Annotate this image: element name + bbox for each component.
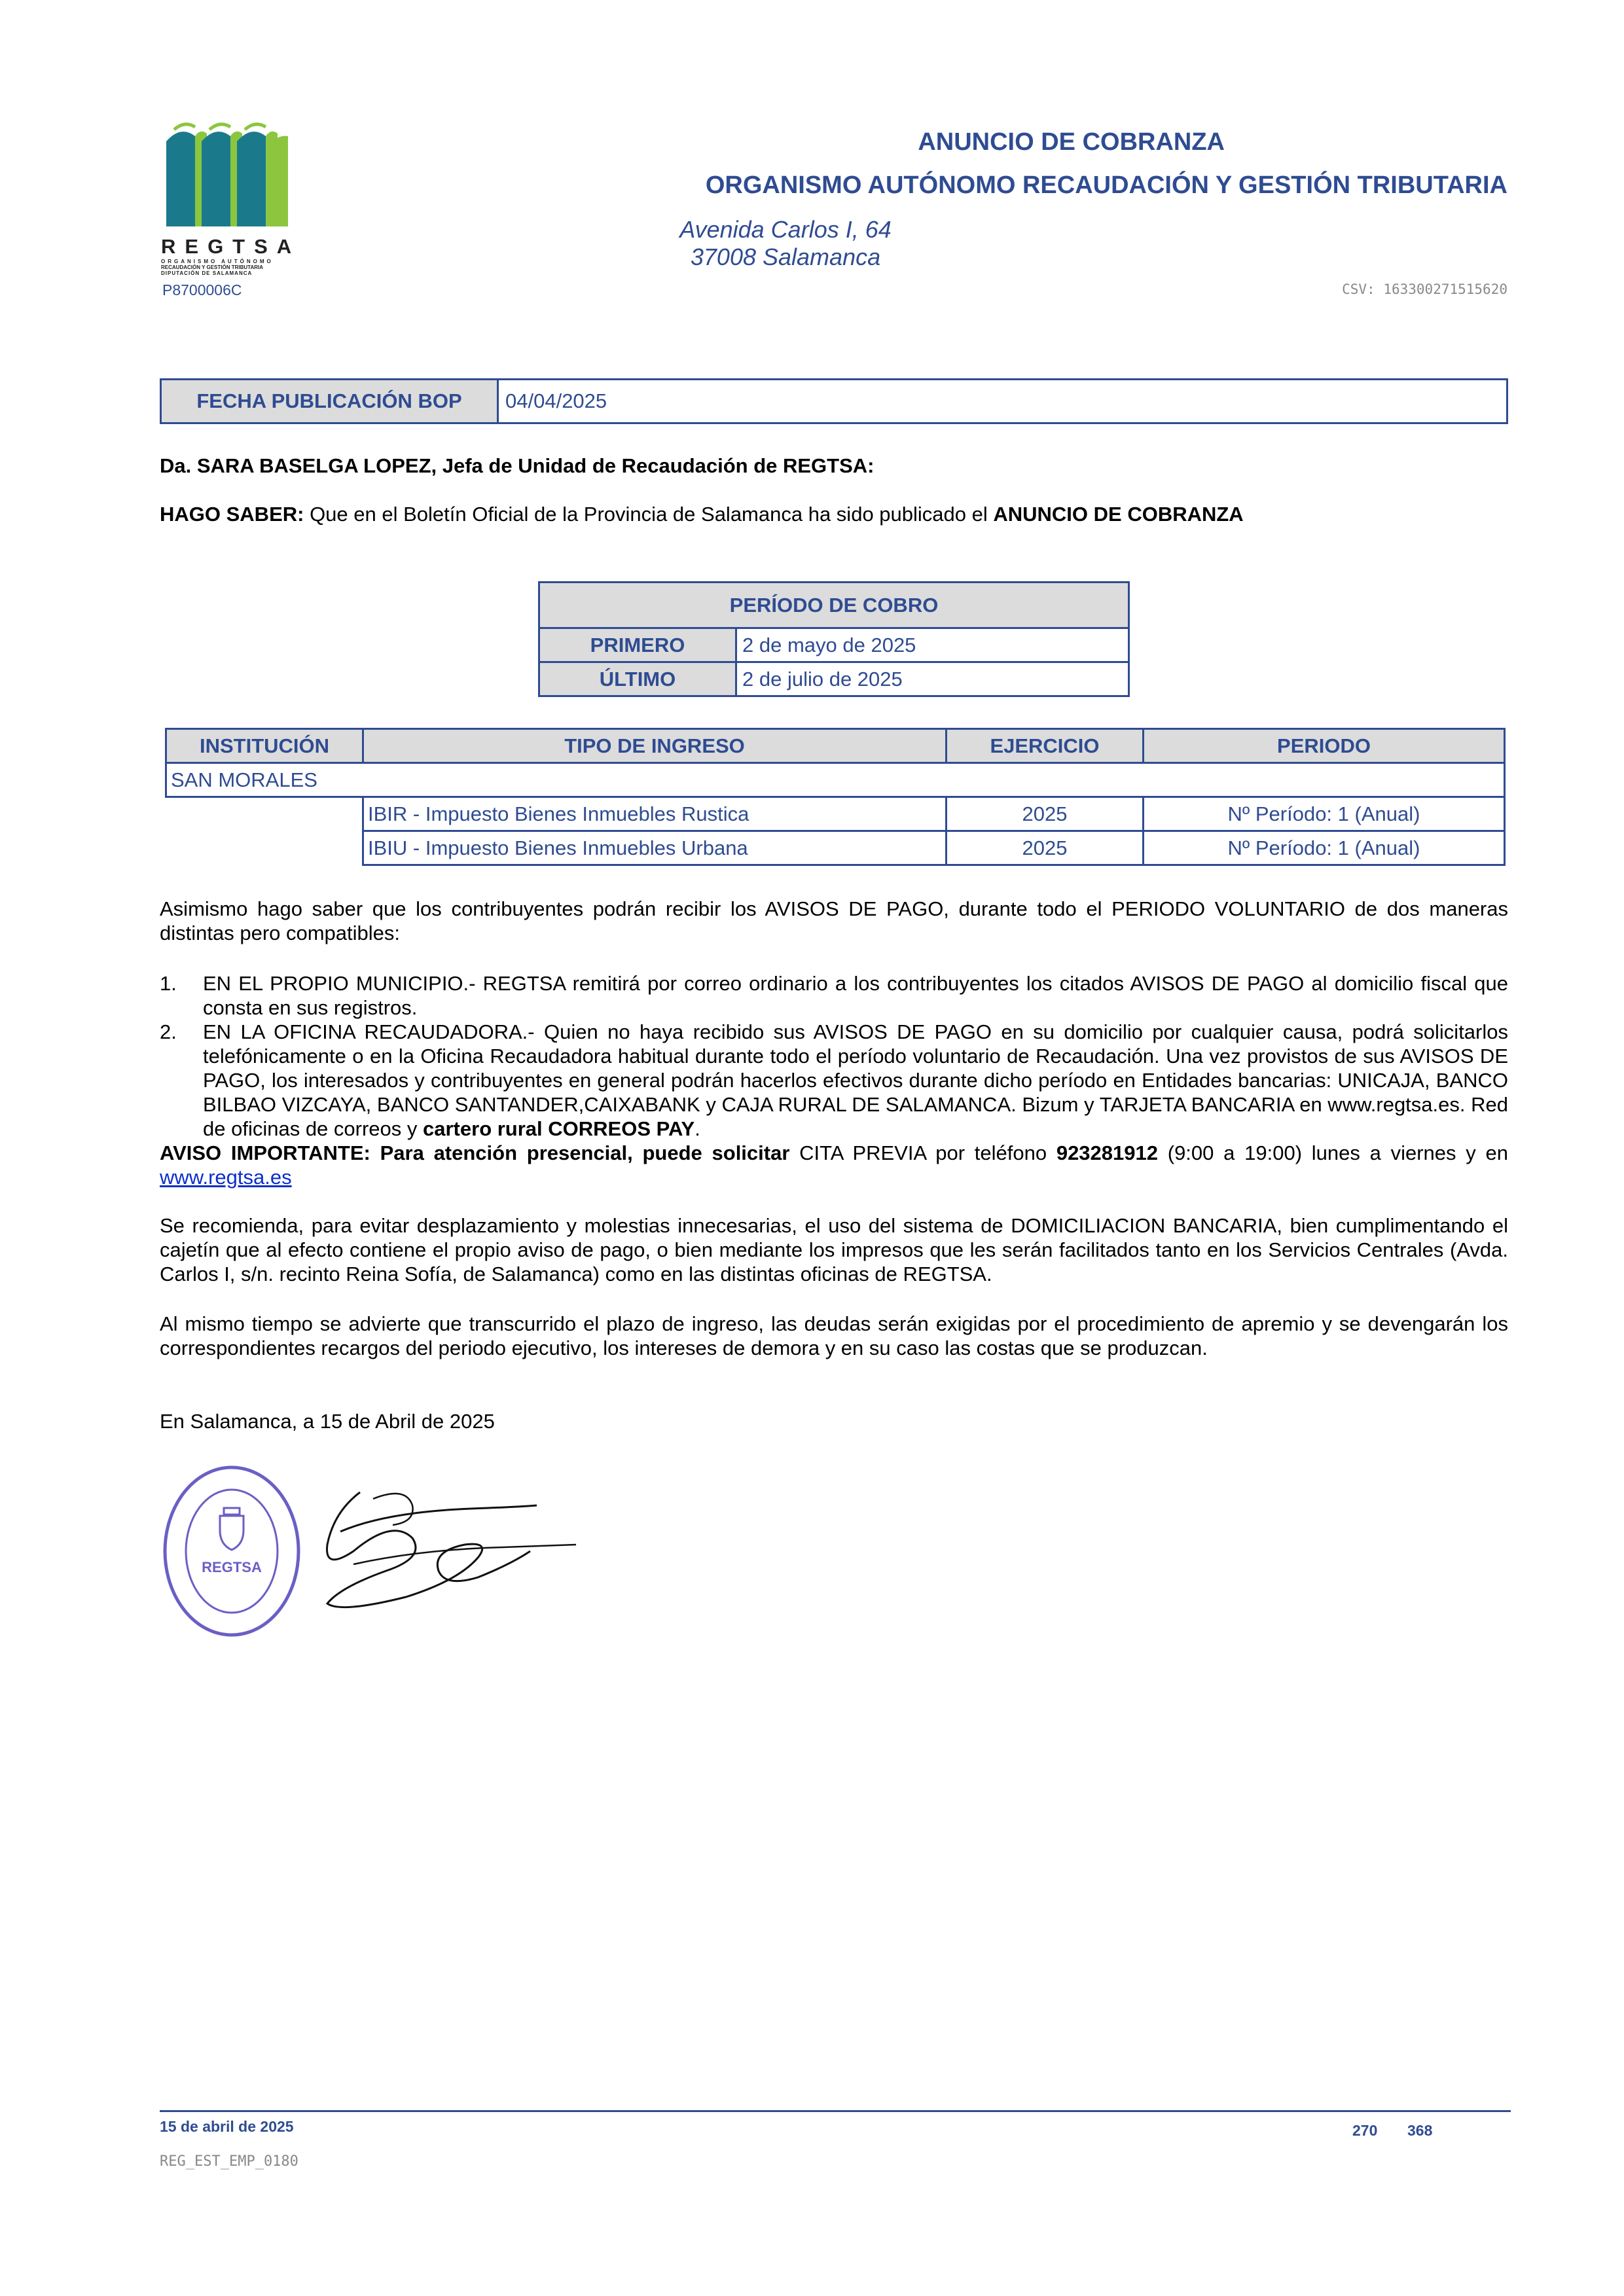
address-line-2: 37008 Salamanca [690,243,881,270]
official-stamp [156,1460,306,1649]
bop-date-value: 04/04/2025 [498,380,1507,423]
empty-cell [166,797,363,831]
ejercicio-cell: 2025 [947,831,1144,865]
item2-end: . [695,1117,700,1140]
paragraph-apremio: Al mismo tiempo se advierte que transcurrido el plazo de ingreso, las deudas serán exigidas por el procedimiento de apremio y se devengarán los correspondientes recargos del periodo ejecutivo, los intereses de demora y en su caso las costas que se produzcan. [160,1312,1508,1359]
item2-bold: cartero rural CORREOS PAY [423,1117,695,1140]
ingresos-header-row [166,729,1505,763]
aviso-bold: AVISO IMPORTANTE: Para atención presencial, puede solicitar [160,1141,790,1164]
org-code: P8700006C [162,281,242,298]
logo-subtext-3: DIPUTACIÓN DE SALAMANCA [161,270,253,276]
list-item-text: EN EL PROPIO MUNICIPIO.- REGTSA remitirá por correo ordinario a los contribuyentes los citados AVISOS DE PAGO al domicilio fiscal que consta en sus registros. [203,972,1508,1019]
table-row [166,797,1505,831]
col-header-institucion: INSTITUCIÓN [166,729,363,763]
regtsa-logo-icon [161,122,292,233]
logo-subtext-1: ORGANISMO AUTÓNOMO [161,259,274,264]
list-item-text [203,1020,1508,1141]
csv-code: CSV: 163300271515620 [1342,281,1507,297]
list-item [160,1020,1508,1141]
document-title: ANUNCIO DE COBRANZA [918,128,1225,156]
item2-text: EN LA OFICINA RECAUDADORA.- Quien no haya recibido sus AVISOS DE PAGO en su domicilio por cualquier causa, podrá solicitarlos telefónicamente o en la Oficina Recaudadora habitual durante todo el período voluntario de Recaudación. Una vez provistos de sus AVISOS DE PAGO, los interesados y contribuyentes en general podrán hacerlos efectivos durante dicho período en Entidades bancarias: UNICAJA, BANCO BILBAO VIZCAYA, BANCO SANTANDER,CAIXABANK y CAJA RURAL DE SALAMANCA. Bizum y TARJETA BANCARIA en www.regtsa.es. Red de oficinas de correos y [203,1020,1508,1140]
periodo-label-ultimo: ÚLTIMO [539,662,736,696]
institution-name: SAN MORALES [166,763,1505,797]
regtsa-logo [161,122,301,279]
address-line-1: Avenida Carlos I, 64 [679,216,892,243]
col-header-tipo: TIPO DE INGRESO [363,729,947,763]
organism-name: ORGANISMO AUTÓNOMO RECAUDACIÓN Y GESTIÓN TRIBUTARIA [705,171,1507,199]
numbered-list [160,971,1508,1141]
bop-date-table [160,378,1508,424]
hago-saber-line [160,503,1508,526]
hago-saber-label: HAGO SABER: [160,503,304,526]
periodo-value-ultimo: 2 de julio de 2025 [736,662,1129,696]
col-header-ejercicio: EJERCICIO [947,729,1144,763]
list-item-number: 2. [160,1020,177,1043]
tipo-ingreso-cell: IBIU - Impuesto Bienes Inmuebles Urbana [363,831,947,865]
periodo-cell: Nº Período: 1 (Anual) [1144,831,1505,865]
handwritten-signature [314,1473,589,1623]
ingresos-table [165,728,1506,866]
periodo-label-primero: PRIMERO [539,628,736,662]
list-item-number: 1. [160,972,177,995]
regtsa-website-link[interactable]: www.regtsa.es [160,1166,292,1189]
footer-date: 15 de abril de 2025 [160,2118,294,2135]
hago-saber-text: Que en el Boletín Oficial de la Provincia de Salamanca ha sido publicado el [304,503,994,526]
logo-text: REGTSA [161,235,301,258]
footer-number-1: 270 [1352,2122,1378,2139]
hago-saber-bold: ANUNCIO DE COBRANZA [993,503,1244,526]
empty-cell [166,831,363,865]
footer-number-2: 368 [1407,2122,1433,2139]
aviso-text-1: CITA PREVIA por teléfono [789,1141,1056,1164]
tipo-ingreso-cell: IBIR - Impuesto Bienes Inmuebles Rustica [363,797,947,831]
footer-rule [160,2110,1511,2112]
periodo-cobro-title: PERÍODO DE COBRO [539,583,1129,628]
list-item [160,971,1508,1020]
paragraph-avisos: Asimismo hago saber que los contribuyentes podrán recibir los AVISOS DE PAGO, durante todo el PERIODO VOLUNTARIO de dos maneras distintas pero compatibles: [160,897,1508,944]
col-header-periodo: PERIODO [1144,729,1505,763]
periodo-cell: Nº Período: 1 (Anual) [1144,797,1505,831]
periodo-cobro-table [538,581,1130,697]
paragraph-domiciliacion: Se recomienda, para evitar desplazamiento y molestias innecesarias, el uso del sistema de DOMICILIACION BANCARIA, bien cumplimentando el cajetín que al efecto contiene el propio aviso de pago, o bien mediante los impresos que les serán facilitados tanto en los Servicios Centrales (Avda. Carlos I, s/n. recinto Reina Sofía, de Salamanca) como en las distintas oficinas de REGTSA. [160,1214,1508,1285]
logo-subtext-2: RECAUDACIÓN Y GESTIÓN TRIBUTARIA [161,264,264,270]
institution-row [166,763,1505,797]
table-row [166,831,1505,865]
ejercicio-cell: 2025 [947,797,1144,831]
place-date: En Salamanca, a 15 de Abril de 2025 [160,1410,495,1433]
aviso-importante [160,1141,1508,1189]
aviso-phone: 923281912 [1056,1141,1158,1164]
bop-date-label: FECHA PUBLICACIÓN BOP [161,380,498,423]
footer-reference: REG_EST_EMP_0180 [160,2153,298,2170]
svg-text:REGTSA: REGTSA [202,1559,262,1575]
periodo-value-primero: 2 de mayo de 2025 [736,628,1129,662]
aviso-text-2: (9:00 a 19:00) lunes a viernes y en [1158,1141,1508,1164]
signatory-line: Da. SARA BASELGA LOPEZ, Jefa de Unidad de Recaudación de REGTSA: [160,454,875,477]
